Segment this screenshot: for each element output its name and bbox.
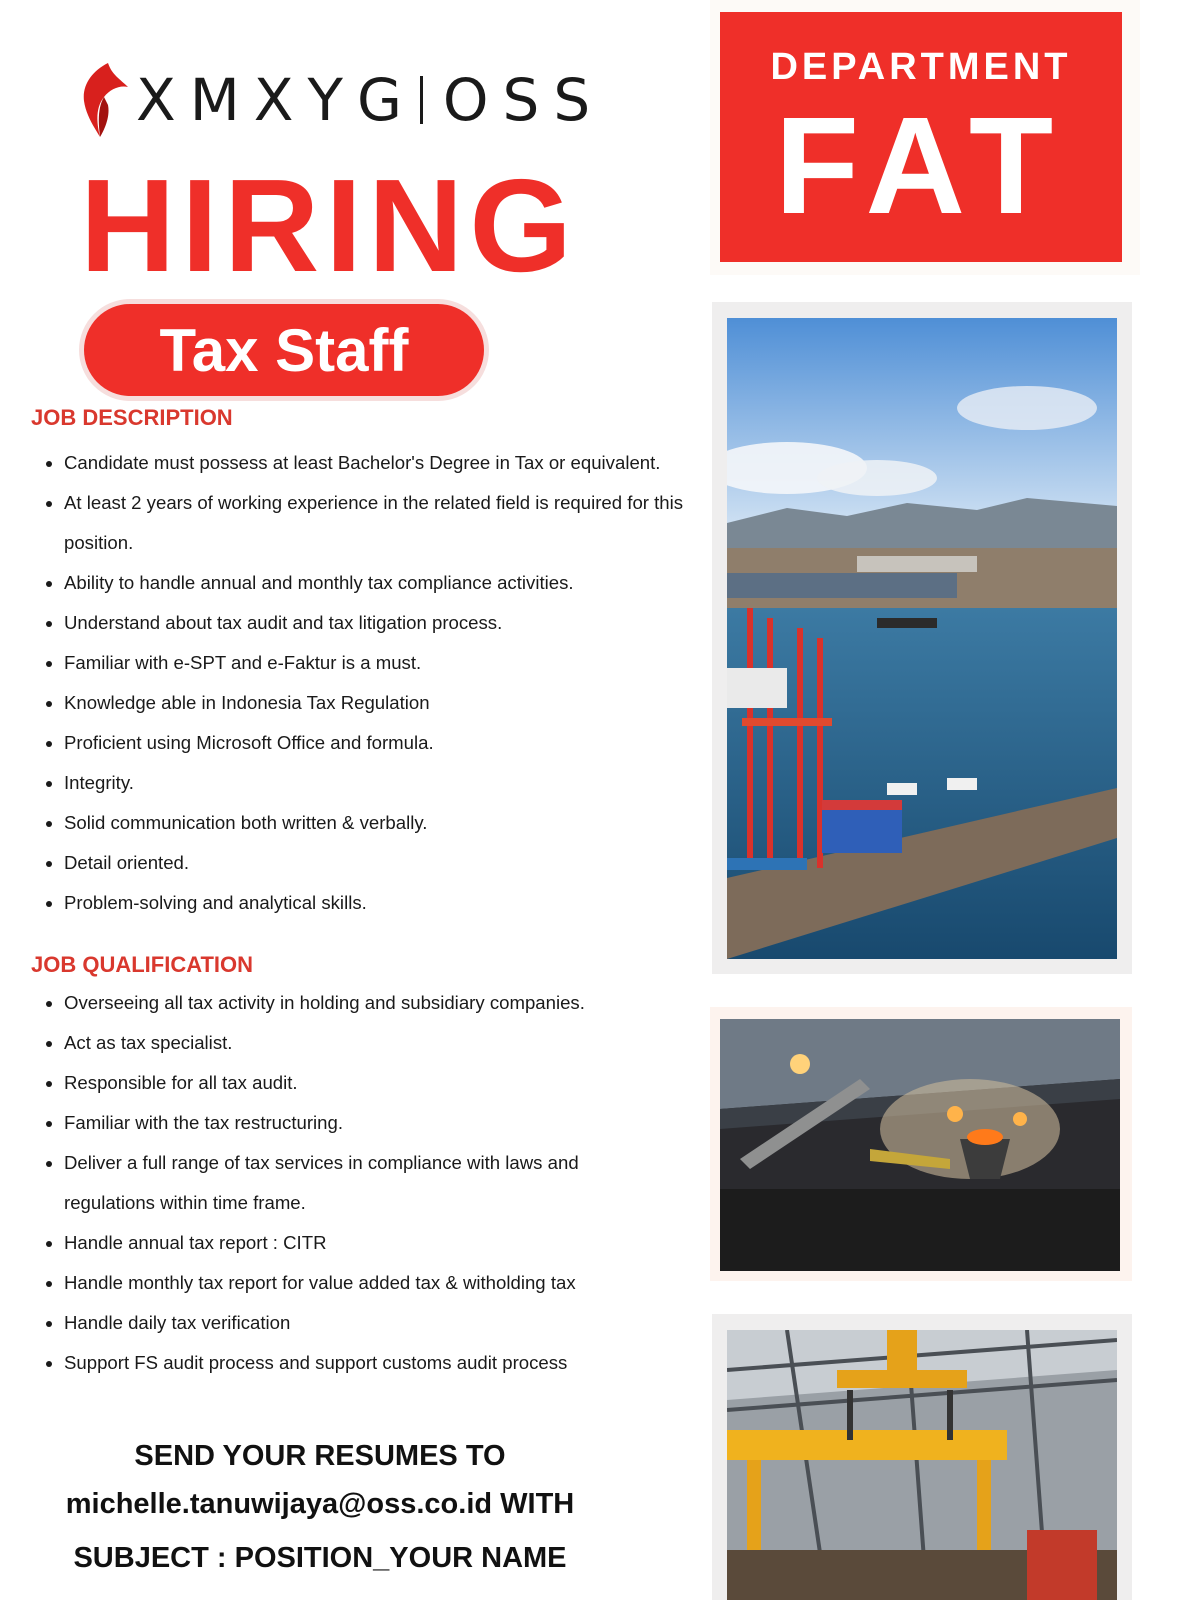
department-name: FAT [774,89,1068,243]
logo-wordmark [136,66,604,134]
job-qualification-item: • Responsible for all tax audit. [64,1063,664,1103]
position-pill: Tax Staff [84,304,484,396]
job-description-item: • Candidate must possess at least Bachelor's Degree in Tax or equivalent. [64,443,744,483]
cta-subject-line: SUBJECT : POSITION_YOUR NAME [73,1542,567,1574]
department-label: DEPARTMENT [770,46,1072,88]
job-description-item: • Understand about tax audit and tax litigation process. [64,603,744,643]
crane-image [727,1330,1117,1600]
job-qualification-item: • Handle monthly tax report for value added tax & witholding tax [64,1263,664,1303]
job-qualification-list [40,983,664,1383]
job-qualification-item: • Familiar with the tax restructuring. [64,1103,664,1143]
job-qualification-item: • Handle daily tax verification [64,1303,664,1343]
port-image [727,318,1117,959]
job-description-list [40,443,744,923]
job-description-item: • Problem-solving and analytical skills. [64,883,744,923]
job-description-item: • Detail oriented. [64,843,744,883]
furnace-image [720,1019,1120,1271]
company-logo [78,60,604,140]
job-description-item: • Proficient using Microsoft Office and formula. [64,723,744,763]
hiring-headline: HIRING [80,152,578,299]
job-description-item: • At least 2 years of working experience in the related field is required for this position. [64,483,744,563]
job-qualification-title: JOB QUALIFICATION [31,952,254,977]
job-qualification-item: • Deliver a full range of tax services in compliance with laws and regulations within time frame. [64,1143,664,1223]
job-qualification-item: • Handle annual tax report : CITR [64,1223,664,1263]
job-description-item: • Solid communication both written & verbally. [64,803,744,843]
job-description-item: • Ability to handle annual and monthly tax compliance activities. [64,563,744,603]
job-qualification-item: • Overseeing all tax activity in holding and subsidiary companies. [64,983,664,1023]
department-panel [720,12,1122,262]
logo-divider [420,76,423,124]
logo-text-right: OSS [442,66,605,134]
furnace-photo [720,1019,1120,1271]
resume-call-to-action [30,1432,610,1582]
job-description-item: • Familiar with e-SPT and e-Faktur is a must. [64,643,744,683]
job-qualification-item: • Support FS audit process and support customs audit process [64,1343,664,1383]
job-description-title: JOB DESCRIPTION [31,405,233,430]
port-photo [727,318,1117,959]
department-box [710,0,1140,275]
cta-line-1: SEND YOUR RESUMES TO [134,1440,506,1472]
job-qualification-item: • Act as tax specialist. [64,1023,664,1063]
crane-photo [727,1330,1117,1600]
job-description-item: • Knowledge able in Indonesia Tax Regulation [64,683,744,723]
flame-logo-icon [78,61,130,139]
cta-email-line: michelle.tanuwijaya@oss.co.id WITH [65,1488,575,1520]
logo-text-left: XMXYG [136,66,416,134]
job-description-item: • Integrity. [64,763,744,803]
